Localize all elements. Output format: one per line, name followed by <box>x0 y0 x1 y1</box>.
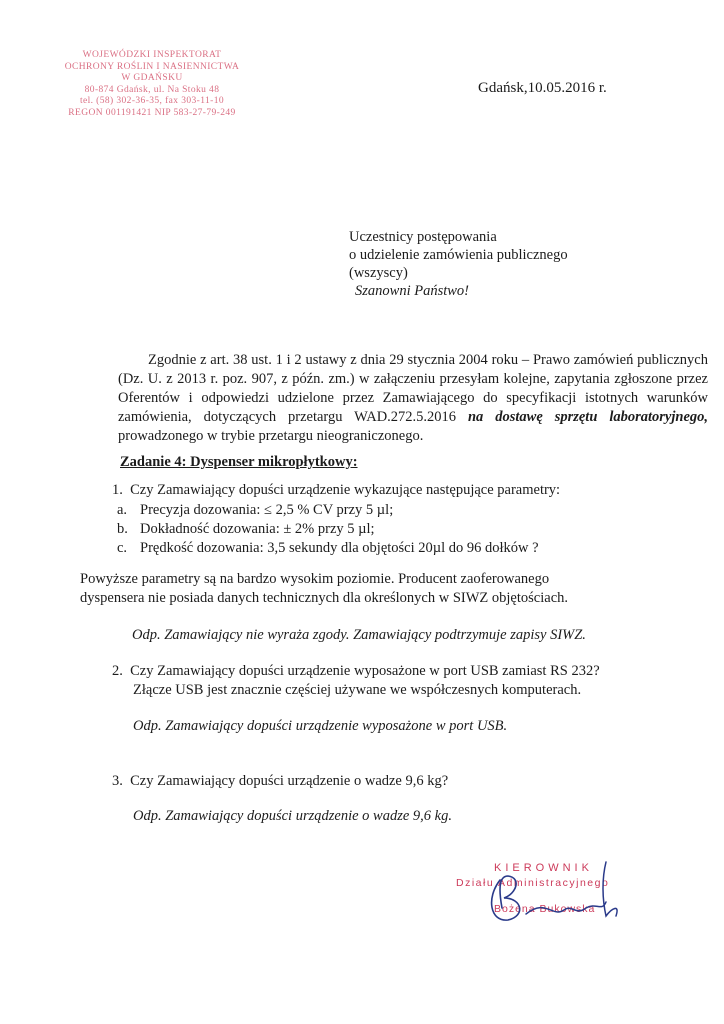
question-text: Czy Zamawiający dopuści urządzenie wyposażone w port USB zamiast RS 232? <box>130 663 600 679</box>
letter-date: Gdańsk,10.05.2016 r. <box>478 80 607 96</box>
item-text: Precyzja dozowania: ≤ 2,5 % CV przy 5 µl; <box>140 502 394 518</box>
task-title: Zadanie 4: Dyspenser mikropłytkowy: <box>120 454 358 470</box>
question-number: 2. <box>112 663 123 679</box>
question-2 <box>112 662 600 681</box>
greeting: Szanowni Państwo! <box>355 283 469 299</box>
question-number: 3. <box>112 773 123 789</box>
stamp-line: W GDAŃSKU <box>121 73 183 83</box>
answer-3: Odp. Zamawiający dopuści urządzenie o wadze 9,6 kg. <box>133 808 452 824</box>
item-letter: a. <box>117 502 128 518</box>
question-3 <box>112 772 448 791</box>
signature-name: Bożena Bukowska <box>494 903 596 915</box>
intro-text: Zgodnie z art. 38 ust. 1 i 2 ustawy z dnia 29 stycznia 2004 roku – Prawo zamówień publicznych (Dz. U. z 2013 r. poz. 907, z późn. zm.) w załączeniu przesyłam kolejne, zapytania zgłoszone przez Oferentów i odpowiedzi udzielone przez Zamawiającego do specyfikacji istotnych warunków zamówienia, dotyczących przetargu WAD.272.5.2016 <box>118 352 708 425</box>
recipient-line: Uczestnicy postępowania <box>349 229 497 245</box>
list-item <box>117 501 393 520</box>
item-letter: c. <box>117 540 128 556</box>
stamp-line: tel. (58) 302-36-35, fax 303-11-10 <box>79 96 225 106</box>
stamp-line: OCHRONY ROŚLIN I NASIENNICTWA <box>64 61 240 72</box>
intro-tail: prowadzonego w trybie przetargu nieograniczonego. <box>118 428 424 444</box>
question-1 <box>112 481 560 500</box>
list-item <box>117 520 375 539</box>
signature-dept: Działu Administracyjnego <box>456 877 610 889</box>
recipient-block <box>349 228 568 300</box>
question-text: Czy Zamawiający dopuści urządzenie o wadze 9,6 kg? <box>130 773 449 789</box>
signature-title: KIEROWNIK <box>494 862 593 874</box>
question-number: 1. <box>112 482 123 498</box>
question-text: Czy Zamawiający dopuści urządzenie wykazujące następujące parametry: <box>130 482 561 498</box>
intro-paragraph <box>118 351 708 446</box>
stamp-line: WOJEWÓDZKI INSPEKTORAT <box>82 50 222 60</box>
item-text: Prędkość dozowania: 3,5 sekundy dla objętości 20µl do 96 dołków ? <box>140 540 539 556</box>
answer-1: Odp. Zamawiający nie wyraża zgody. Zamawiający podtrzymuje zapisy SIWZ. <box>132 627 586 643</box>
intro-subject: na dostawę sprzętu laboratoryjnego, <box>467 409 709 425</box>
stamp-line: 80-874 Gdańsk, ul. Na Stoku 48 <box>84 84 220 95</box>
list-item <box>117 539 539 558</box>
item-text: Dokładność dozowania: ± 2% przy 5 µl; <box>140 521 375 537</box>
question-1-comment: Powyższe parametry są na bardzo wysokim poziomie. Producent zaoferowanego dyspensera nie posiada danych technicznych dla określonych w SIWZ objętościach. <box>80 571 569 606</box>
institution-stamp <box>52 50 252 119</box>
signature-stamp <box>456 858 631 928</box>
recipient-line: o udzielenie zamówienia publicznego <box>349 247 568 263</box>
recipient-line: (wszyscy) <box>349 265 408 281</box>
handwritten-signature <box>456 858 631 928</box>
item-letter: b. <box>117 521 128 537</box>
answer-2: Odp. Zamawiający dopuści urządzenie wyposażone w port USB. <box>133 718 508 734</box>
stamp-line: REGON 001191421 NIP 583-27-79-249 <box>68 107 236 118</box>
question-2-detail: Złącze USB jest znacznie częściej używane we współczesnych komputerach. <box>133 682 582 698</box>
